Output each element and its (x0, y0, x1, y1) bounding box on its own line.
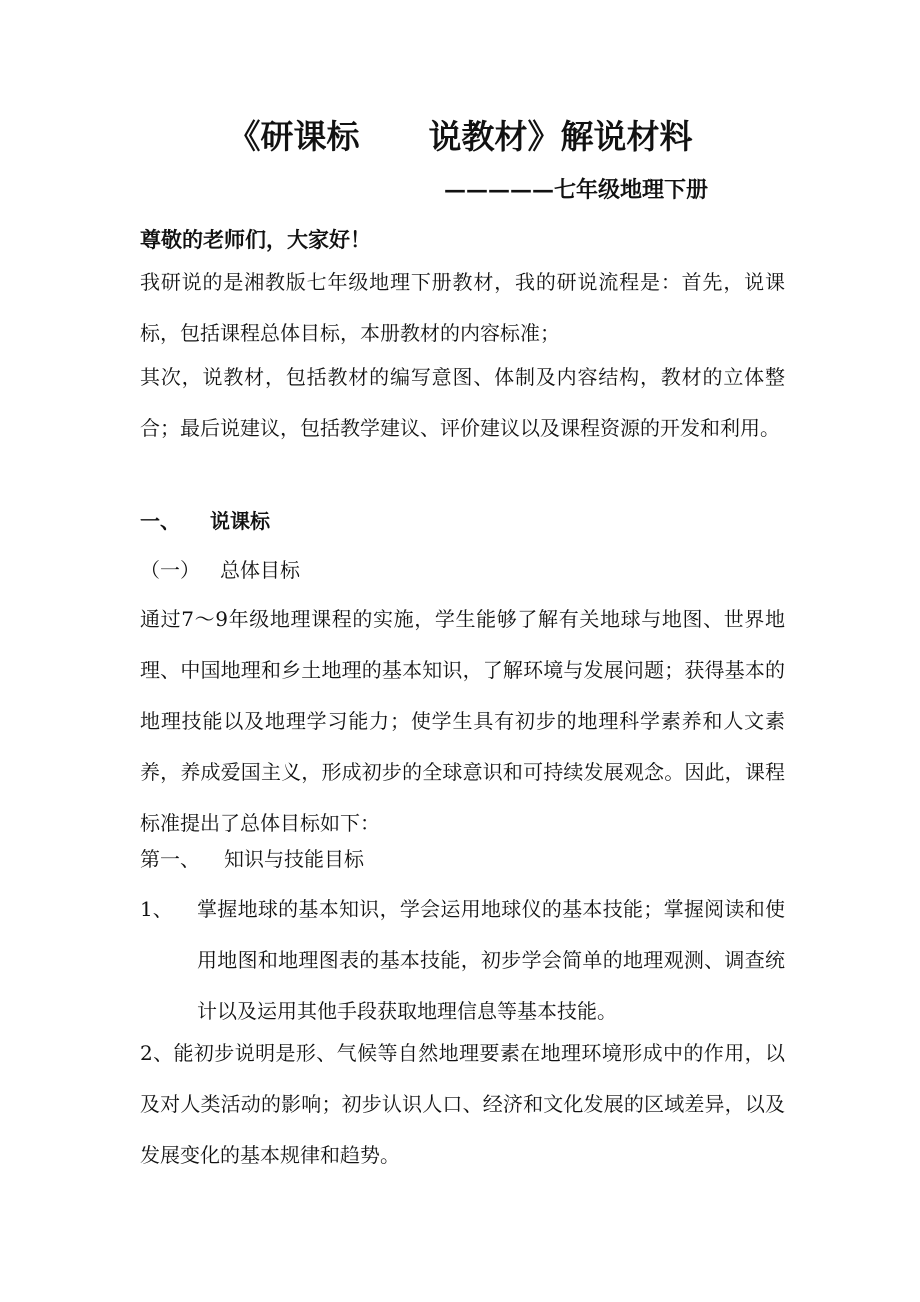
subsection-heading-1 (140, 545, 300, 596)
overall-goal-paragraph: 通过7～9年级地理课程的实施，学生能够了解有关地球与地图、世界地理、中国地理和乡土地理的基本知识，了解环境与发展问题；获得基本的地理技能以及地理学习能力；使学生具有初步的地理科学素养和人文素养，养成爱国主义，形成初步的全球意识和可持续发展观念。因此，课程标准提出了总体目标如下： (140, 607, 785, 835)
list-item-1-number: 1、 (140, 897, 173, 921)
intro-paragraph-1: 我研说的是湘教版七年级地理下册教材，我的研说流程是：首先，说课标，包括课程总体目标，本册教材的内容标准； (140, 270, 785, 345)
section-title: 说课标 (210, 509, 270, 533)
section-number: 一、 (140, 509, 180, 533)
document-subtitle: —————七年级地理下册 (444, 177, 709, 203)
list-item-2-text: 2、能初步说明是形、气候等自然地理要素在地理环境形成中的作用，以及对人类活动的影响；初步认识人口、经济和文化发展的区域差异，以及发展变化的基本规律和趋势。 (140, 1041, 785, 1167)
subsection-title: 总体目标 (220, 558, 300, 582)
greeting: 尊敬的老师们，大家好！ (140, 227, 371, 252)
goal-heading-1 (140, 834, 364, 885)
intro-paragraph-2: 其次，说教材，包括教材的编写意图、体制及内容结构，教材的立体整合；最后说建议，包括教学建议、评价建议以及课程资源的开发和利用。 (140, 365, 785, 440)
subsection-number: （一） (140, 558, 200, 582)
document-title: 《研课标 说教材》解说材料 (227, 117, 693, 156)
goal-number: 第一、 (140, 847, 200, 871)
goal-title: 知识与技能目标 (224, 847, 364, 871)
section-heading-1 (140, 496, 270, 547)
list-item-1-text: 掌握地球的基本知识，学会运用地球仪的基本技能；掌握阅读和使用地图和地理图表的基本技能，初步学会简单的地理观测、调查统计以及运用其他手段获取地理信息等基本技能。 (197, 897, 785, 1023)
